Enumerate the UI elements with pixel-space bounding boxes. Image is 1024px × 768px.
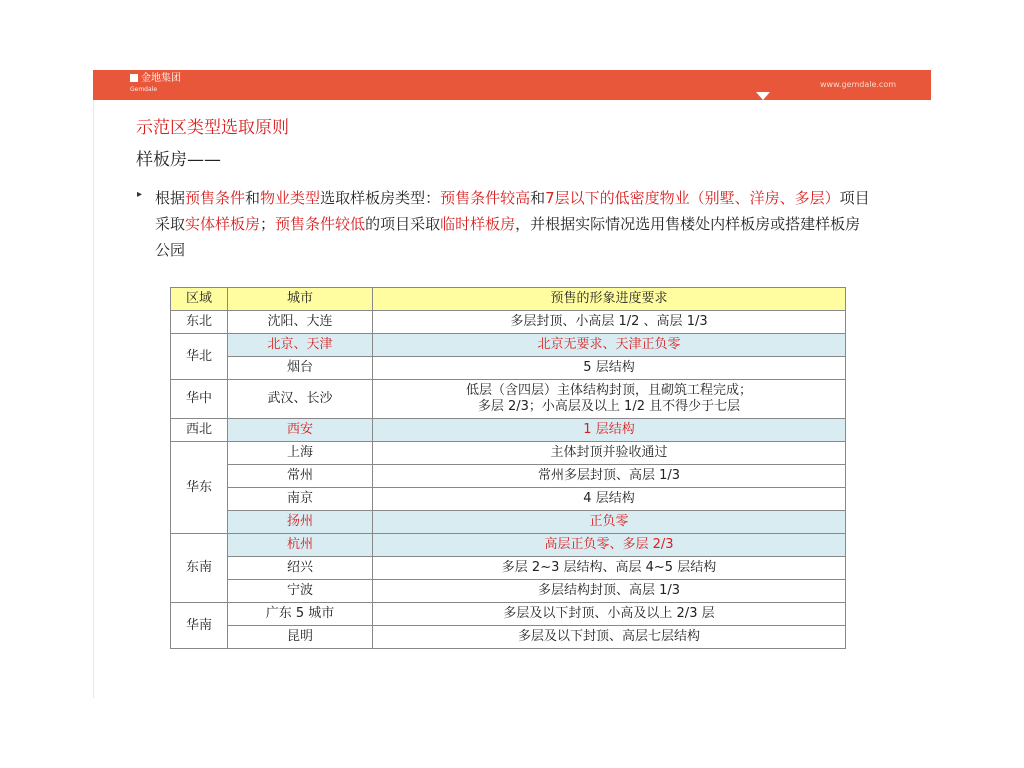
city-cell: 杭州 — [228, 534, 373, 557]
requirement-cell: 4 层结构 — [373, 488, 846, 511]
page-title: 示范区类型选取原则 — [136, 118, 289, 138]
logo-icon — [130, 74, 138, 82]
city-cell: 北京、天津 — [228, 334, 373, 357]
divider — [93, 100, 94, 698]
table-row — [171, 357, 846, 380]
requirement-cell: 1 层结构 — [373, 419, 846, 442]
city-cell: 西安 — [228, 419, 373, 442]
requirement-cell: 低层（含四层）主体结构封顶，且砌筑工程完成； 多层 2/3；小高层及以上 1/2 且不得少于七层 — [373, 380, 846, 419]
city-cell: 沈阳、大连 — [228, 311, 373, 334]
header-region: 区域 — [171, 288, 228, 311]
region-cell: 东南 — [171, 534, 228, 603]
header-bar — [93, 70, 931, 100]
table-row — [171, 603, 846, 626]
requirement-cell: 正负零 — [373, 511, 846, 534]
table-header-row — [171, 288, 846, 311]
requirement-cell: 高层正负零、多层 2/3 — [373, 534, 846, 557]
city-cell: 武汉、长沙 — [228, 380, 373, 419]
requirement-cell: 常州多层封顶、高层 1/3 — [373, 465, 846, 488]
city-cell: 常州 — [228, 465, 373, 488]
table-row — [171, 442, 846, 465]
region-cell: 华南 — [171, 603, 228, 649]
requirement-cell: 多层及以下封顶、高层七层结构 — [373, 626, 846, 649]
logo — [130, 74, 181, 93]
requirement-cell: 5 层结构 — [373, 357, 846, 380]
city-cell: 绍兴 — [228, 557, 373, 580]
bullet-icon: ▸ — [137, 189, 143, 200]
header-requirement: 预售的形象进度要求 — [373, 288, 846, 311]
city-cell: 上海 — [228, 442, 373, 465]
table-row — [171, 419, 846, 442]
table-row — [171, 511, 846, 534]
requirement-cell: 北京无要求、天津正负零 — [373, 334, 846, 357]
header-city: 城市 — [228, 288, 373, 311]
requirement-cell: 多层封顶、小高层 1/2 、高层 1/3 — [373, 311, 846, 334]
table-row — [171, 311, 846, 334]
site-url: www.gemdale.com — [820, 80, 896, 89]
logo-subtext: Gemdale — [130, 86, 158, 93]
table-row — [171, 380, 846, 419]
region-cell: 华中 — [171, 380, 228, 419]
table-row — [171, 534, 846, 557]
region-cell: 华东 — [171, 442, 228, 534]
requirement-cell: 主体封顶并验收通过 — [373, 442, 846, 465]
city-cell: 扬州 — [228, 511, 373, 534]
city-cell: 昆明 — [228, 626, 373, 649]
page-subtitle: 样板房—— — [136, 150, 221, 170]
table-row — [171, 334, 846, 357]
table-row — [171, 580, 846, 603]
table-row — [171, 488, 846, 511]
city-cell: 南京 — [228, 488, 373, 511]
requirement-cell: 多层 2~3 层结构、高层 4~5 层结构 — [373, 557, 846, 580]
table-row — [171, 557, 846, 580]
header-notch — [756, 92, 770, 100]
requirement-cell: 多层及以下封顶、小高及以上 2/3 层 — [373, 603, 846, 626]
region-cell: 华北 — [171, 334, 228, 380]
table-row — [171, 465, 846, 488]
requirement-cell: 多层结构封顶、高层 1/3 — [373, 580, 846, 603]
city-cell: 宁波 — [228, 580, 373, 603]
region-cell: 西北 — [171, 419, 228, 442]
city-cell: 广东 5 城市 — [228, 603, 373, 626]
presale-table — [170, 287, 846, 649]
table-row — [171, 626, 846, 649]
region-cell: 东北 — [171, 311, 228, 334]
bullet-text: 根据预售条件和物业类型选取样板房类型：预售条件较高和7层以下的低密度物业（别墅、洋房、多层）项目采取实体样板房；预售条件较低的项目采取临时样板房，并根据实际情况选用售楼处内样板房或搭建样板房公园 — [155, 189, 870, 259]
logo-text: 金地集团 — [141, 73, 181, 84]
city-cell: 烟台 — [228, 357, 373, 380]
